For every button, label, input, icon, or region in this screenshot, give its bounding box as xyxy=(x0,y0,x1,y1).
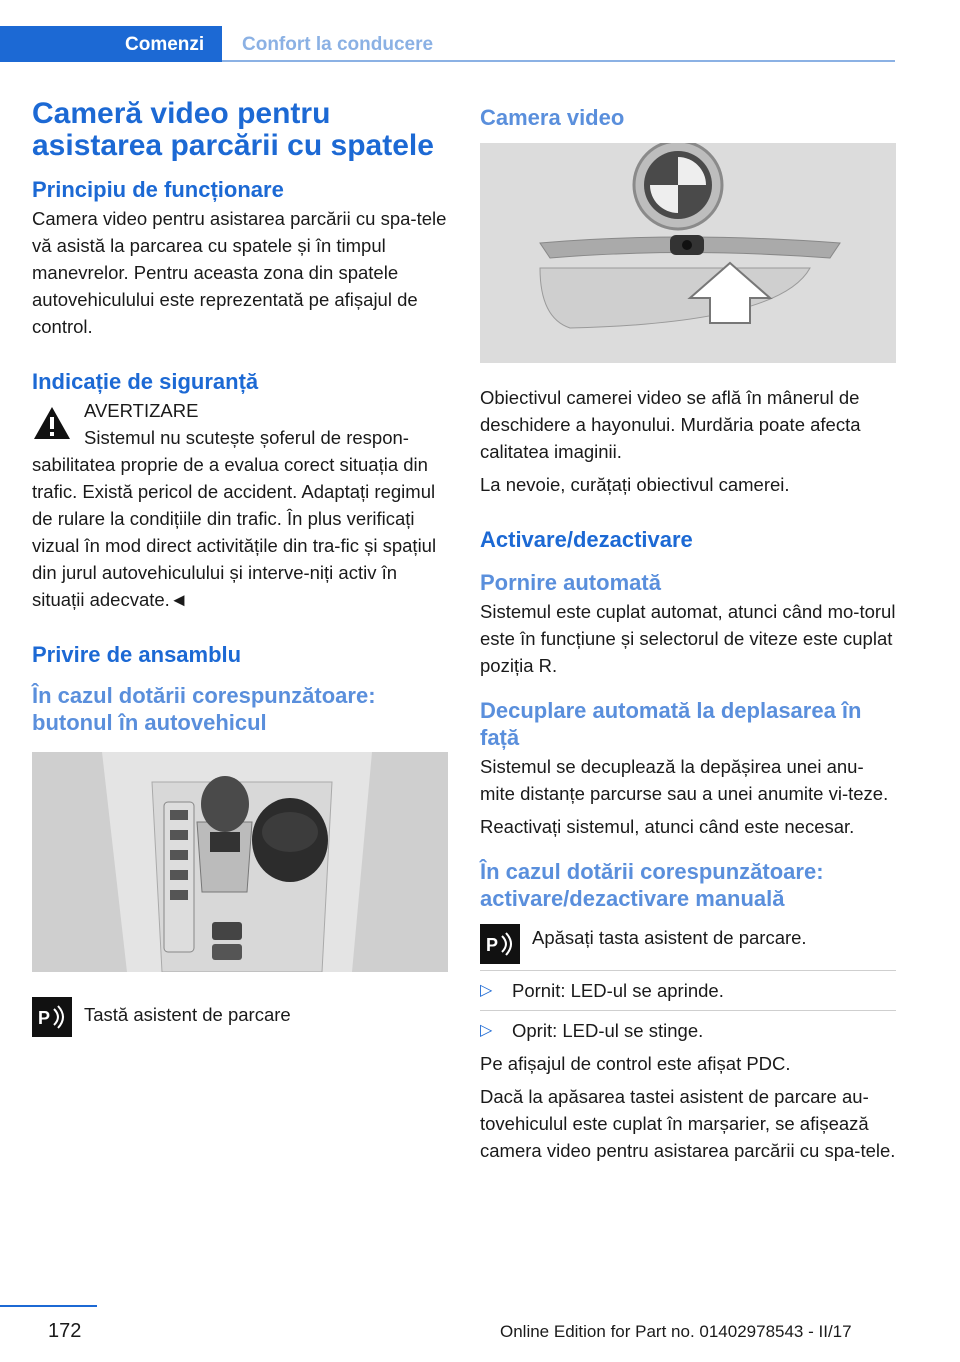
button-heading: În cazul dotării corespunzătoare: butonul în autovehicul xyxy=(32,683,376,735)
warning-block xyxy=(32,397,448,424)
svg-text:P: P xyxy=(486,935,499,955)
page-title: Cameră video pentru asistarea parcării cu spatele xyxy=(32,97,434,162)
reverse-text: Dacă la apăsarea tastei asistent de parcare au-tovehiculul este cuplat în marșarier, se afișează camera video pentru asistarea parcării cu spa-tele. xyxy=(480,1086,896,1161)
list-item xyxy=(480,1017,896,1044)
warning-text: Sistemul nu scutește șoferul de respon-sabilitatea proprie de a evalua corect situația din trafic. Există pericol de accident. Adaptați regimul de rulare la condițiile din trafic. În plus verificați vizual în mod direct activitățile din tra-fic și spațiul din jurul autovehiculului și interve-niți activ în situații adecvate.◄ xyxy=(32,427,437,610)
manual-text: Apăsați tasta asistent de parcare. xyxy=(532,927,807,948)
manual-heading: În cazul dotării corespunzătoare: activare/dezactivare manuală xyxy=(480,859,824,911)
parking-assist-key-icon xyxy=(32,997,72,1037)
overview-heading: Privire de ansamblu xyxy=(32,642,242,667)
tab-comenzi-label[interactable]: Comenzi xyxy=(125,34,205,55)
right-column xyxy=(480,98,896,1170)
camera-text-1: Obiectivul camerei video se află în mânerul de deschidere a hayonului. Murdăria poate afecta calitatea imaginii. xyxy=(480,387,861,462)
edition-note: Online Edition for Part no. 01402978543 - II/17 xyxy=(500,1322,852,1341)
principle-text: Camera video pentru asistarea parcării cu spa-tele vă asistă la parcarea cu spatele și în timpul manevrelor. Pentru aceasta zona din spatele autovehiculului este reprezentată pe afișajul de control. xyxy=(32,208,447,337)
camera-text-2: La nevoie, curățați obiectivul camerei. xyxy=(480,474,790,495)
safety-heading: Indicație de siguranță xyxy=(32,369,259,394)
triangle-bullet-icon: ▷ xyxy=(480,982,493,999)
bullet-divider xyxy=(480,1010,896,1011)
auto-off-text-2: Reactivați sistemul, atunci când este necesar. xyxy=(480,816,855,837)
warning-label: AVERTIZARE xyxy=(84,400,199,421)
auto-off-text-1: Sistemul se decuplează la depășirea unei anu-mite distanțe parcurse sau a unei anumite vi-teze. xyxy=(480,756,889,804)
key-caption: Tastă asistent de parcare xyxy=(84,1004,291,1025)
activation-heading: Activare/dezactivare xyxy=(480,527,693,552)
camera-heading: Camera video xyxy=(480,105,625,130)
bullet-text: Pornit: LED-ul se aprinde. xyxy=(512,980,724,1001)
console-illustration xyxy=(32,752,448,972)
left-column xyxy=(32,98,448,1039)
bullet-text: Oprit: LED-ul se stinge. xyxy=(512,1020,704,1041)
manual-row xyxy=(480,924,896,966)
key-caption-row xyxy=(32,997,448,1039)
parking-assist-key-icon xyxy=(480,924,520,964)
page-header xyxy=(0,0,960,62)
svg-text:P: P xyxy=(38,1008,51,1028)
warning-triangle-icon xyxy=(32,405,72,441)
bullet-divider xyxy=(480,970,896,971)
page-number: 172 xyxy=(48,1320,82,1342)
footer-rule xyxy=(0,1305,97,1307)
rear-camera-illustration xyxy=(480,143,896,363)
auto-start-text: Sistemul este cuplat automat, atunci când mo-torul este în funcțiune și selectorul de viteze este cuplat poziția R. xyxy=(480,601,896,676)
auto-off-heading: Decuplare automată la deplasarea în față xyxy=(480,698,862,750)
triangle-bullet-icon: ▷ xyxy=(480,1022,493,1039)
pdc-text: Pe afișajul de control este afișat PDC. xyxy=(480,1053,791,1074)
tab-confort-label[interactable]: Confort la conducere xyxy=(242,34,434,55)
principle-heading: Principiu de funcționare xyxy=(32,177,284,202)
list-item xyxy=(480,977,896,1004)
auto-start-heading: Pornire automată xyxy=(480,570,661,595)
header-rule xyxy=(222,60,895,62)
